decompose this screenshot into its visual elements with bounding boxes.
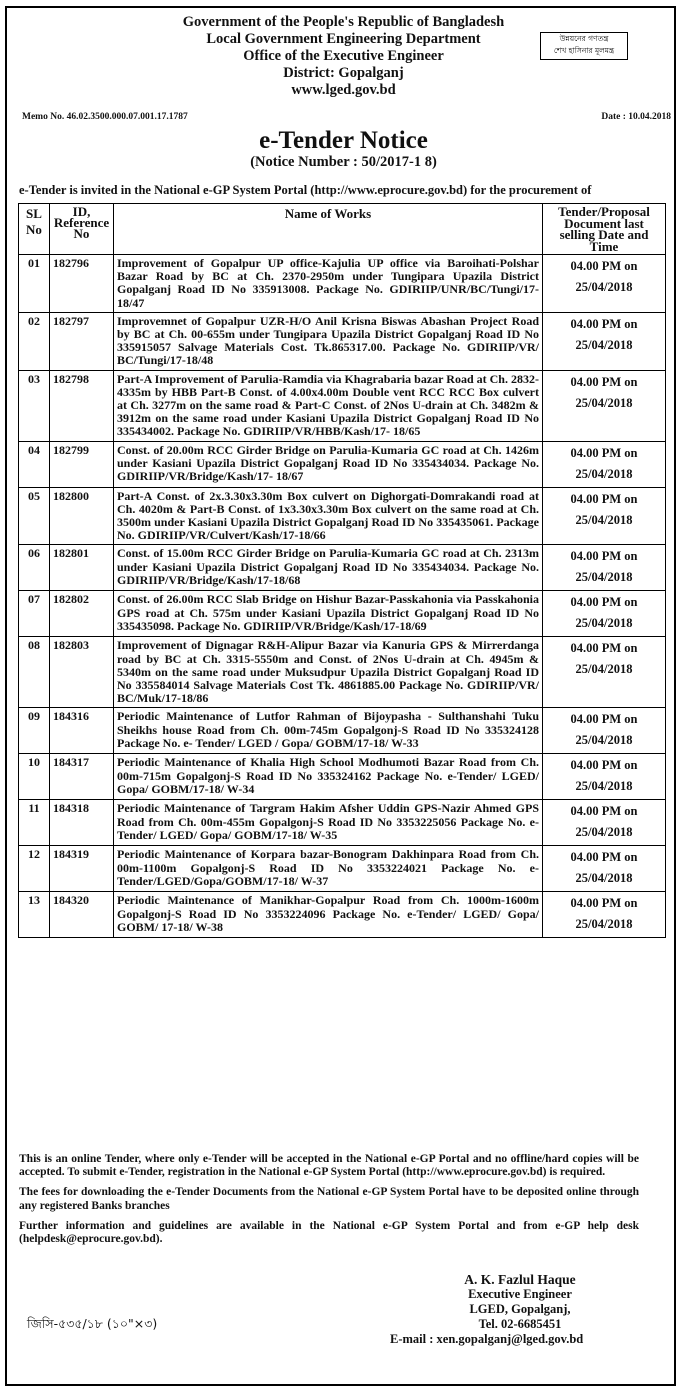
signature-block [380,1272,660,1347]
row-sl: 02 [19,312,50,370]
row-work-name: Periodic Maintenance of Khalia High School Modhumoti Bazar Road from Ch. 00m-715m Gopalgonj-S Road ID No 335324162 Package No. e-Tender/ LGED/ Gopa/ GOBM/17-18/ W-34 [114,754,543,800]
header-id: ID, Reference No [50,204,114,255]
row-deadline-time: 04.00 PM on [570,641,638,656]
row-id: 184316 [50,708,114,754]
row-deadline [543,846,666,892]
note-further-info: Further information and guidelines are available in the National e-GP System Portal and from e-GP help desk (helpdesk@eprocure.gov.bd). [19,1219,639,1246]
row-sl: 09 [19,708,50,754]
signatory-email[interactable]: E-mail : xen.gopalganj@lged.gov.bd [390,1332,584,1346]
row-id: 182803 [50,637,114,708]
row-deadline-time: 04.00 PM on [570,804,638,819]
row-deadline [543,637,666,708]
works-table [18,203,666,938]
table-row [19,370,666,441]
row-id: 184319 [50,846,114,892]
row-deadline [543,370,666,441]
row-sl: 11 [19,800,50,846]
row-work-name: Part-A Improvement of Parulia-Ramdia via Khagrabaria bazar Road at Ch. 2832-4335m by HBB Part-B Const. of 4.00x4.00m Double vent RCC RCC Box culvert at Ch. 3277m on the same road & Part-C Const. of 2Nos U-drain at Ch. 3482m & 3912m on the same road under Kasiani Upazila District Gopalganj Road ID No 335434002. Package No. GDIRIIP/VR/HBB/Kash/17- 18/65 [114,370,543,441]
row-work-name: Const. of 20.00m RCC Girder Bridge on Parulia-Kumaria GC road at Ch. 1426m under Kasiani Upazila District Gopalganj Road ID No 335434034. Package No. GDIRIIP/VR/Bridge/Kash/17- 18/67 [114,441,543,487]
memo-number: Memo No. 46.02.3500.000.07.001.17.1787 [22,112,188,122]
office-name: Office of the Executive Engineer [243,48,444,64]
row-deadline-time: 04.00 PM on [570,850,638,865]
row-deadline [543,708,666,754]
row-sl: 03 [19,370,50,441]
table-row [19,487,666,545]
row-deadline [543,591,666,637]
row-deadline-date: 25/04/2018 [575,917,633,932]
publication-code: জিসি-৫৩৫/১৮ (১০"×৩) [27,1316,158,1331]
row-work-name: Improvemnet of Gopalpur UZR-H/O Anil Krisna Biswas Abashan Project Road by BC at Ch. 00-655m under Tungipara Upazila District Gopalganj Road ID No 335915057 Salvage Materials Cost. Tk.865317.00. Package No. GDIRIIP/VR/ BC/Tungi/17-18/48 [114,312,543,370]
table-row [19,441,666,487]
row-deadline [543,545,666,591]
note-online-tender: This is an online Tender, where only e-Tender will be accepted in the National e-GP Portal and no offline/hard copies will be accepted. To submit e-Tender, registration in the National e-GP System Portal (http://www.eprocure.gov.bd) is required. [19,1153,639,1179]
table-row [19,708,666,754]
row-deadline-date: 25/04/2018 [575,662,633,677]
row-deadline-date: 25/04/2018 [575,779,633,794]
row-sl: 12 [19,846,50,892]
table-row [19,591,666,637]
row-deadline-time: 04.00 PM on [570,259,638,273]
table-row [19,255,666,313]
row-deadline [543,441,666,487]
row-deadline-date: 25/04/2018 [575,512,633,527]
row-work-name: Part-A Const. of 2x.3.30x3.30m Box culvert on Dighorgati-Domrakandi road at Ch. 4020m & Part-B Const. of 1x3.30x3.30m Box culvert on the same road at Ch. 3500m under Kasiani Upazila District Gopalganj Road ID No 335435061. Package No. GDIRIIP/VR/Culvert/Kash/17-18/66 [114,487,543,545]
row-deadline-time: 04.00 PM on [570,896,638,911]
row-id: 182799 [50,441,114,487]
table-header-row [19,204,666,255]
row-deadline-date: 25/04/2018 [575,466,633,481]
row-deadline-time: 04.00 PM on [570,445,638,460]
row-id: 182800 [50,487,114,545]
table-row [19,637,666,708]
row-id: 184320 [50,892,114,938]
notice-number: (Notice Number : 50/2017-1 8) [250,154,437,170]
stamp-line-1: উন্নয়নের গণতন্ত্র [559,34,609,43]
row-id: 184318 [50,800,114,846]
row-deadline [543,754,666,800]
header-due: Tender/Proposal Document last selling Date and Time [543,204,666,255]
department-name: Local Government Engineering Department [206,31,481,47]
row-deadline-time: 04.00 PM on [570,374,638,389]
row-work-name: Improvement of Dignagar R&H-Alipur Bazar via Kanuria GPS & Mirrerdanga road by BC at Ch. 3315-5550m and Const. of 2Nos U-drain at Ch. 4945m & 5340m on the same road under Muksudpur Upazila District Gopalganj Road ID No 335584014 Salvage Materials Cost Tk. 4861885.00 Package No. GDIRIIP/VR/ BC/Muk/17-18/86 [114,637,543,708]
row-deadline-date: 25/04/2018 [575,395,633,410]
row-work-name: Improvement of Gopalpur UP office-Kajulia UP office via Baroihati-Polshar Bazar Road by BC at Ch. 2370-2950m under Tungipara Upazila District Gopalganj Road ID No 335913008. Package No. GDIRIIP/UNR/BC/Tungi/17-18/47 [114,255,543,313]
signatory-name: A. K. Fazlul Haque [464,1272,576,1287]
row-deadline-time: 04.00 PM on [570,491,638,506]
signatory-office: LGED, Gopalganj, [469,1302,571,1316]
signatory-phone: Tel. 02-6685451 [478,1317,562,1331]
row-deadline-time: 04.00 PM on [570,758,638,773]
government-name: Government of the People's Republic of Bangladesh [182,14,505,30]
signatory-designation: Executive Engineer [468,1287,572,1301]
table-row [19,545,666,591]
row-sl: 13 [19,892,50,938]
table-row [19,754,666,800]
row-deadline-date: 25/04/2018 [575,733,633,748]
row-deadline [543,255,666,313]
row-deadline-date: 25/04/2018 [575,825,633,840]
row-deadline [543,892,666,938]
row-work-name: Periodic Maintenance of Korpara bazar-Bonogram Dakhinpara Road from Ch. 00m-1100m Gopalgonj-S Road ID No 3353224021 Package No. e-Tender/LGED/Gopa/GOBM/17-18/ W-37 [114,846,543,892]
row-work-name: Periodic Maintenance of Targram Hakim Afsher Uddin GPS-Nazir Ahmed GPS Road from Ch. 00m-455m Gopalgonj-S Road ID No 3353225056 Package No. e- Tender/ LGED/ Gopa/ GOBM/17-18/ W-35 [114,800,543,846]
table-row [19,846,666,892]
header-sl: SL No [19,204,50,255]
row-deadline [543,800,666,846]
stamp-line-2: শেখ হাসিনার মূলমন্ত্র [553,46,615,55]
row-id: 182802 [50,591,114,637]
row-sl: 01 [19,255,50,313]
row-id: 184317 [50,754,114,800]
row-deadline [543,312,666,370]
row-deadline-time: 04.00 PM on [570,549,638,564]
row-sl: 05 [19,487,50,545]
table-row [19,892,666,938]
row-sl: 06 [19,545,50,591]
row-deadline-time: 04.00 PM on [570,712,638,727]
row-work-name: Const. of 15.00m RCC Girder Bridge on Parulia-Kumaria GC road at Ch. 2313m under Kasiani Upazila District Gopalganj Road ID No 335434034. Package No. GDIRIIP/VR/Bridge/Kash/17-18/68 [114,545,543,591]
table-row [19,312,666,370]
row-deadline-date: 25/04/2018 [575,616,633,631]
row-sl: 04 [19,441,50,487]
row-deadline-date: 25/04/2018 [575,337,633,352]
row-deadline [543,487,666,545]
row-deadline-time: 04.00 PM on [570,316,638,331]
row-work-name: Periodic Maintenance of Manikhar-Gopalpur Road from Ch. 1000m-1600m Gopalgonj-S Road ID No 3353224096 Package No. e-Tender/ LGED/ Gopa/ GOBM/ 17-18/ W-38 [114,892,543,938]
row-sl: 07 [19,591,50,637]
notice-title: e-Tender Notice [259,127,428,154]
row-sl: 08 [19,637,50,708]
intro-text: e-Tender is invited in the National e-GP System Portal (http://www.eprocure.gov.bd) for the procurement of [19,183,592,197]
notes-section [19,1153,639,1253]
row-deadline-date: 25/04/2018 [575,280,633,294]
row-deadline-time: 04.00 PM on [570,595,638,610]
note-fees: The fees for downloading the e-Tender Documents from the National e-GP System Portal have to be deposited online through any registered Banks branches [19,1186,639,1212]
row-deadline-date: 25/04/2018 [575,871,633,886]
row-sl: 10 [19,754,50,800]
header-name: Name of Works [114,204,543,255]
row-id: 182797 [50,312,114,370]
row-work-name: Periodic Maintenance of Lutfor Rahman of Bijoypasha - Sulthanshahi Tuku Sheikhs house Road from Ch. 00m-745m Gopalgonj-S Road ID No 335324128 Package No. e- Tender/ LGED / Gopa/ GOBM/17-18/ W-33 [114,708,543,754]
row-id: 182798 [50,370,114,441]
row-deadline-date: 25/04/2018 [575,570,633,585]
slogan-stamp [540,32,628,60]
row-work-name: Const. of 26.00m RCC Slab Bridge on Hishur Bazar-Passkahonia via Passkahonia GPS road at Ch. 575m under Kasiani Upazila District Gopalganj Road ID No 335435098. Package No. GDIRIIP/VR/Bridge/Kash/17-18/69 [114,591,543,637]
table-row [19,800,666,846]
row-id: 182796 [50,255,114,313]
notice-date: Date : 10.04.2018 [601,112,671,122]
district-name: District: Gopalganj [283,65,404,81]
row-id: 182801 [50,545,114,591]
website-link[interactable]: www.lged.gov.bd [291,82,396,98]
